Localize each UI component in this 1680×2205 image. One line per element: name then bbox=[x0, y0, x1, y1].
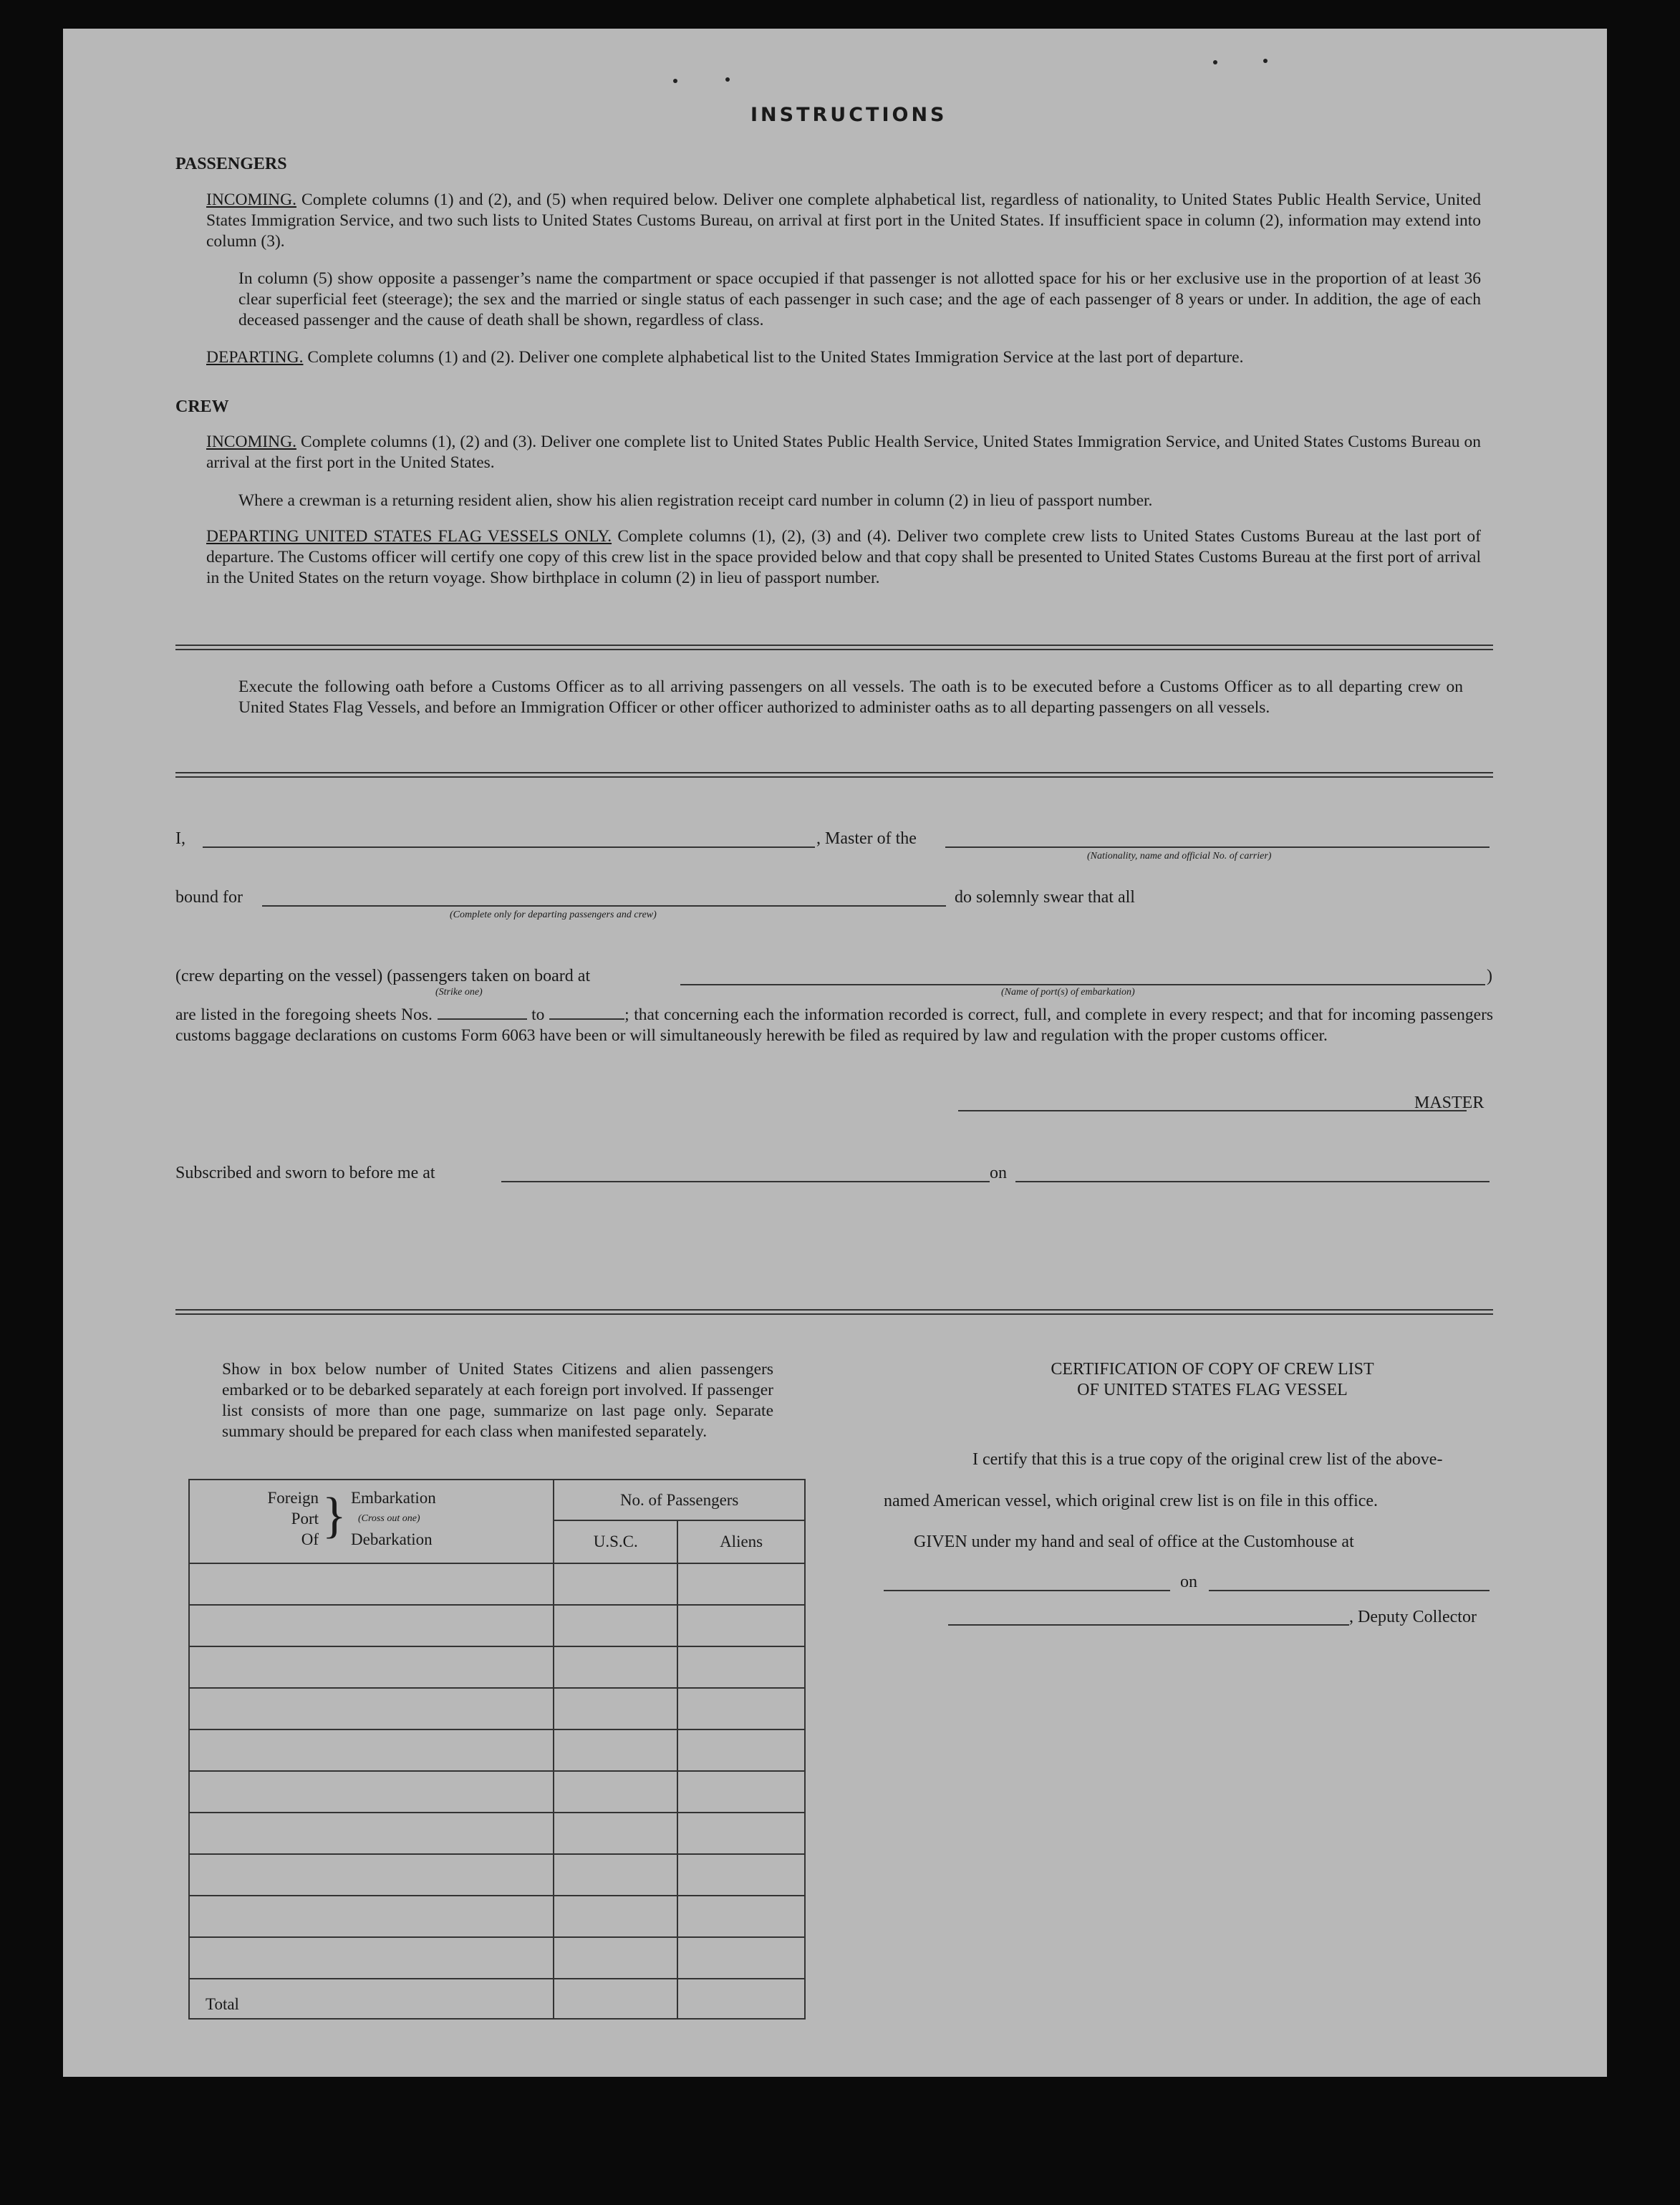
usc-cell[interactable] bbox=[554, 1813, 677, 1854]
port-header-cell bbox=[189, 1480, 554, 1563]
usc-header: U.S.C. bbox=[554, 1520, 677, 1563]
usc-cell[interactable] bbox=[554, 1688, 677, 1729]
usc-cell[interactable] bbox=[554, 1854, 677, 1896]
strike-one-caption: (Strike one) bbox=[435, 987, 483, 998]
sworn-date-field[interactable] bbox=[1015, 1181, 1490, 1182]
port-cell[interactable] bbox=[189, 1771, 554, 1813]
passengers-incoming-instruction bbox=[206, 190, 1481, 252]
deputy-collector-label: , Deputy Collector bbox=[1349, 1608, 1477, 1626]
divider bbox=[175, 645, 1493, 650]
sheet-to-field[interactable] bbox=[549, 1018, 624, 1020]
port-cell[interactable] bbox=[189, 1563, 554, 1605]
divider bbox=[175, 772, 1493, 778]
complete-only-caption: (Complete only for departing passengers and crew) bbox=[450, 909, 657, 920]
swear-label: do solemnly swear that all bbox=[955, 888, 1135, 907]
master-label: MASTER bbox=[1414, 1094, 1485, 1112]
nationality-caption: (Nationality, name and official No. of carrier) bbox=[1087, 851, 1272, 862]
divider bbox=[175, 1309, 1493, 1315]
crew-incoming-label: INCOMING. bbox=[206, 433, 296, 451]
certify-line3: GIVEN under my hand and seal of office at the Customhouse at bbox=[914, 1533, 1354, 1551]
port-cell[interactable] bbox=[189, 1813, 554, 1854]
usc-cell[interactable] bbox=[554, 1771, 677, 1813]
bound-for-label: bound for bbox=[175, 888, 243, 907]
certify-on-label: on bbox=[1180, 1573, 1197, 1591]
subscribed-label: Subscribed and sworn to before me at bbox=[175, 1164, 435, 1182]
usc-cell[interactable] bbox=[554, 1729, 677, 1771]
usc-cell[interactable] bbox=[554, 1563, 677, 1605]
instructions-title: INSTRUCTIONS bbox=[750, 104, 947, 126]
sheet-from-field[interactable] bbox=[438, 1018, 527, 1020]
no-passengers-header: No. of Passengers bbox=[554, 1480, 805, 1520]
summary-instruction: Show in box below number of United States Citizens and alien passengers embarked or to be debarked separately at each foreign port involved. If passenger list consists of more than one page, summarize on last page only. Separate summary should be prepared for each class when manifested separately. bbox=[222, 1360, 773, 1441]
listed-in-text: are listed in the foregoing sheets Nos. bbox=[175, 1005, 433, 1024]
carrier-field[interactable] bbox=[945, 846, 1490, 848]
cross-out-caption: (Cross out one) bbox=[358, 1513, 420, 1524]
column5-instruction: In column (5) show opposite a passenger’s name the compartment or space occupied if that passenger is not allotted space for his or her exclusive use in the proportion of at least 36 clear superficial feet (steerage); the sex and the married or single status of each passenger in such case; and the age of each passenger of 8 years or under. In addition, the age of each deceased passenger and the cause of death shall be shown, regardless of class. bbox=[238, 269, 1481, 329]
crew-departing-instruction bbox=[206, 526, 1481, 589]
passengers-heading: PASSENGERS bbox=[175, 155, 287, 173]
oath-body bbox=[175, 1005, 1493, 1046]
usc-cell[interactable] bbox=[554, 1605, 677, 1646]
oath-instruction: Execute the following oath before a Customs Officer as to all arriving passengers on all vessels. The oath is to be executed before a Customs Officer as to all departing crew on United States Flag Vessels, and before an Immigration Officer or other officer authorized to administer oaths as to all departing passengers on all vessels. bbox=[238, 677, 1463, 717]
ports-caption: (Name of port(s) of embarkation) bbox=[1001, 987, 1135, 998]
port-label: Port bbox=[291, 1510, 319, 1528]
speck bbox=[725, 77, 730, 82]
certify-date-field[interactable] bbox=[1209, 1590, 1490, 1591]
certify-line2: named American vessel, which original crew list is on file in this office. bbox=[884, 1492, 1379, 1510]
aliens-cell[interactable] bbox=[677, 1646, 805, 1688]
port-cell[interactable] bbox=[189, 1646, 554, 1688]
crew-incoming-instruction bbox=[206, 432, 1481, 473]
certify-line1: I certify that this is a true copy of the original crew list of the above- bbox=[972, 1450, 1443, 1469]
port-cell[interactable] bbox=[189, 1605, 554, 1646]
bound-for-field[interactable] bbox=[262, 905, 946, 907]
to-text: to bbox=[531, 1005, 545, 1024]
crew-departing-label: DEPARTING UNITED STATES FLAG VESSELS ONLY. bbox=[206, 527, 612, 546]
aliens-cell[interactable] bbox=[677, 1813, 805, 1854]
port-cell[interactable] bbox=[189, 1896, 554, 1937]
port-cell[interactable] bbox=[189, 1854, 554, 1896]
total-label: Total bbox=[189, 1979, 554, 2019]
usc-cell[interactable] bbox=[554, 1896, 677, 1937]
crew-heading: CREW bbox=[175, 397, 229, 416]
passengers-departing-instruction bbox=[206, 347, 1481, 368]
aliens-cell[interactable] bbox=[677, 1688, 805, 1729]
aliens-header: Aliens bbox=[677, 1520, 805, 1563]
aliens-cell[interactable] bbox=[677, 1937, 805, 1979]
debarkation-label: Debarkation bbox=[351, 1530, 433, 1548]
deputy-signature-field[interactable] bbox=[948, 1624, 1349, 1626]
usc-cell[interactable] bbox=[554, 1937, 677, 1979]
crew-departing-text: Complete columns (1), (2), (3) and (4). Deliver two complete crew lists to United States Customs Bureau at the last port of departure. The Customs officer will certify one copy of this crew list in the space provided below and that copy shall be presented to United States Customs Bureau at the first port of arrival in the United States on the return voyage. Show birthplace in column (2) in lieu of passport number. bbox=[206, 527, 1481, 587]
usc-total-cell[interactable] bbox=[554, 1979, 677, 2019]
sworn-on-label: on bbox=[990, 1164, 1007, 1182]
of-label: Of bbox=[301, 1530, 319, 1548]
continuation-text: and that for incoming passengers customs baggage declarations on customs Form 6063 have been or will simultaneously herewith be filed as required by law and regulation with the proper customs officer. bbox=[175, 1005, 1494, 1045]
port-cell[interactable] bbox=[189, 1729, 554, 1771]
sworn-place-field[interactable] bbox=[501, 1181, 990, 1182]
aliens-cell[interactable] bbox=[677, 1729, 805, 1771]
oath-i-label: I, bbox=[175, 829, 185, 848]
concerning-text: ; that concerning each the information recorded is correct, full, and complete in every respect; bbox=[624, 1005, 1264, 1024]
master-of-label: , Master of the bbox=[816, 829, 917, 848]
embarkation-ports-field[interactable] bbox=[680, 984, 1485, 985]
certification-title-line1: CERTIFICATION OF COPY OF CREW LIST bbox=[1051, 1360, 1374, 1379]
aliens-cell[interactable] bbox=[677, 1896, 805, 1937]
document-page bbox=[63, 29, 1607, 2077]
passenger-summary-table bbox=[188, 1479, 806, 2020]
crew-incoming-text: Complete columns (1), (2) and (3). Deliver one complete list to United States Public Health Service, United States Immigration Service, and United States Customs Bureau on arrival at the first port in the United States. bbox=[206, 433, 1481, 472]
departing-label: DEPARTING. bbox=[206, 348, 304, 367]
port-cell[interactable] bbox=[189, 1688, 554, 1729]
resident-alien-instruction: Where a crewman is a returning resident alien, show his alien registration receipt card number in column (2) in lieu of passport number. bbox=[238, 491, 1153, 510]
certification-title-line2: OF UNITED STATES FLAG VESSEL bbox=[1077, 1381, 1348, 1399]
crew-passengers-label: (crew departing on the vessel) (passengers taken on board at bbox=[175, 967, 591, 985]
master-name-field[interactable] bbox=[203, 846, 815, 848]
incoming-label: INCOMING. bbox=[206, 190, 296, 209]
close-paren: ) bbox=[1487, 967, 1492, 985]
speck bbox=[1213, 60, 1217, 64]
certification-title bbox=[937, 1359, 1488, 1401]
brace-glyph: } bbox=[322, 1488, 347, 1543]
departing-text: Complete columns (1) and (2). Deliver one complete alphabetical list to the United States Immigration Service at the last port of departure. bbox=[307, 348, 1244, 367]
aliens-cell[interactable] bbox=[677, 1605, 805, 1646]
embarkation-label: Embarkation bbox=[351, 1489, 436, 1507]
aliens-cell[interactable] bbox=[677, 1771, 805, 1813]
speck bbox=[1263, 59, 1268, 63]
incoming-text: Complete columns (1) and (2), and (5) when required below. Deliver one complete alphabetical list, regardless of nationality, to United States Public Health Service, United States Immigration Service, and two such lists to United States Customs Bureau, on arrival at first port in the United States. If insufficient space in column (2), information may extend into column (3). bbox=[206, 190, 1481, 251]
port-cell[interactable] bbox=[189, 1937, 554, 1979]
aliens-cell[interactable] bbox=[677, 1563, 805, 1605]
master-signature-field[interactable] bbox=[958, 1110, 1467, 1111]
speck bbox=[673, 79, 677, 83]
aliens-cell[interactable] bbox=[677, 1854, 805, 1896]
usc-cell[interactable] bbox=[554, 1646, 677, 1688]
foreign-label: Foreign bbox=[267, 1489, 319, 1507]
aliens-total-cell[interactable] bbox=[677, 1979, 805, 2019]
customhouse-field[interactable] bbox=[884, 1590, 1170, 1591]
